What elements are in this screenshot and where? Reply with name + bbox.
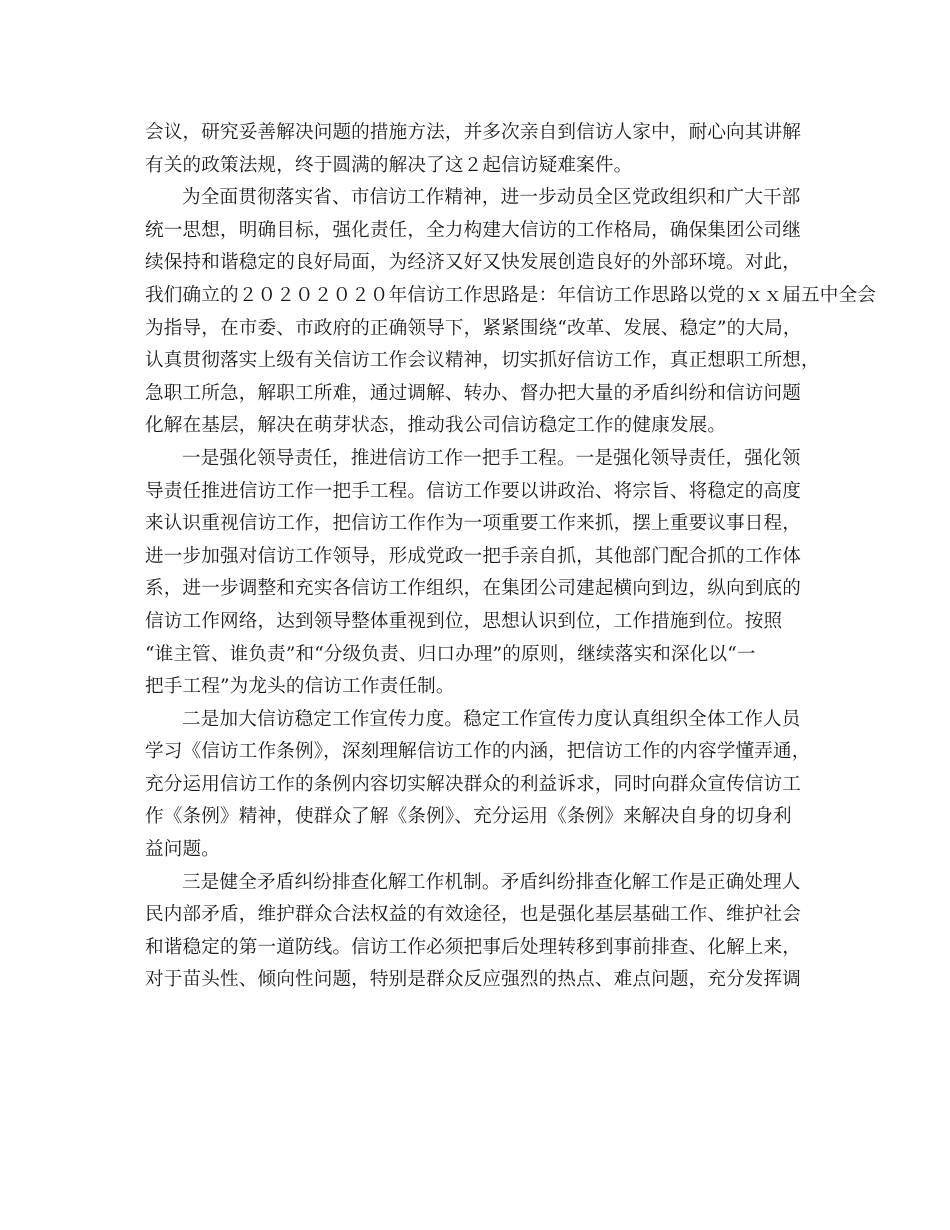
paragraph-line: 充分运用信访工作的条例内容切实解决群众的利益诉求，同时向群众宣传信访工 [145, 773, 802, 795]
paragraph-line: 三是健全矛盾纠纷排查化解工作机制。矛盾纠纷排查化解工作是正确处理人 [182, 871, 801, 893]
paragraph-line: 统一思想，明确目标，强化责任，全力构建大信访的工作格局，确保集团公司继 [145, 219, 802, 241]
paragraph-line: 民内部矛盾，维护群众合法权益的有效途径，也是强化基层基础工作、维护社会 [145, 904, 802, 926]
paragraph-line: 为指导，在市委、市政府的正确领导下，紧紧围绕“改革、发展、稳定”的大局， [145, 317, 802, 339]
paragraph-line: 我们确立的２０２０２０２０年信访工作思路是：年信访工作思路以党的ｘｘ届五中全会 [145, 284, 877, 306]
paragraph-line: 一是强化领导责任，推进信访工作一把手工程。一是强化领导责任，强化领 [182, 447, 801, 469]
paragraph-line: 学习《信访工作条例》，深刻理解信访工作的内涵，把信访工作的内容学懂弄通， [145, 741, 811, 763]
paragraph-line: 会议，研究妥善解决问题的措施方法，并多次亲自到信访人家中，耐心向其讲解 [145, 122, 802, 143]
paragraph-line: 续保持和谐稳定的良好局面，为经济又好又快发展创造良好的外部环境。对此， [145, 252, 802, 274]
paragraph-line: 导责任推进信访工作一把手工程。信访工作要以讲政治、将宗旨、将稳定的高度 [145, 480, 802, 502]
paragraph-line: 认真贯彻落实上级有关信访工作会议精神，切实抓好信访工作，真正想职工所想， [145, 350, 820, 372]
paragraph-line: 化解在基层，解决在萌芽状态，推动我公司信访稳定工作的健康发展。 [145, 415, 727, 437]
paragraph-line: 系，进一步调整和充实各信访工作组织，在集团公司建起横向到边，纵向到底的 [145, 578, 802, 600]
paragraph-line: 有关的政策法规，终于圆满的解决了这２起信访疑难案件。 [145, 154, 633, 176]
paragraph-line: 信访工作网络，达到领导整体重视到位，思想认识到位，工作措施到位。按照 [145, 610, 783, 632]
paragraph-line: “谁主管、谁负责”和“分级负责、归口办理”的原则，继续落实和深化以“一 [145, 643, 756, 665]
paragraph-line: 进一步加强对信访工作领导，形成党政一把手亲自抓，其他部门配合抓的工作体 [145, 545, 802, 567]
paragraph-line: 二是加大信访稳定工作宣传力度。稳定工作宣传力度认真组织全体工作人员 [182, 708, 801, 730]
paragraph-line: 为全面贯彻落实省、市信访工作精神，进一步动员全区党政组织和广大干部 [182, 187, 801, 209]
document-body [145, 117, 877, 997]
paragraph-line: 来认识重视信访工作，把信访工作作为一项重要工作来抓，摆上重要议事日程， [145, 513, 802, 535]
paragraph-line: 对于苗头性、倾向性问题，特别是群众反应强烈的热点、难点问题，充分发挥调 [145, 969, 802, 991]
paragraph-line: 把手工程”为龙头的信访工作责任制。 [145, 676, 455, 698]
paragraph-line: 益问题。 [145, 839, 220, 861]
paragraph-line: 作《条例》精神，使群众了解《条例》、充分运用《条例》来解决自身的切身利 [145, 806, 792, 828]
paragraph-line: 急职工所急，解职工所难，通过调解、转办、督办把大量的矛盾纠纷和信访问题 [145, 382, 802, 404]
paragraph-line: 和谐稳定的第一道防线。信访工作必须把事后处理转移到事前排查、化解上来， [145, 936, 802, 958]
